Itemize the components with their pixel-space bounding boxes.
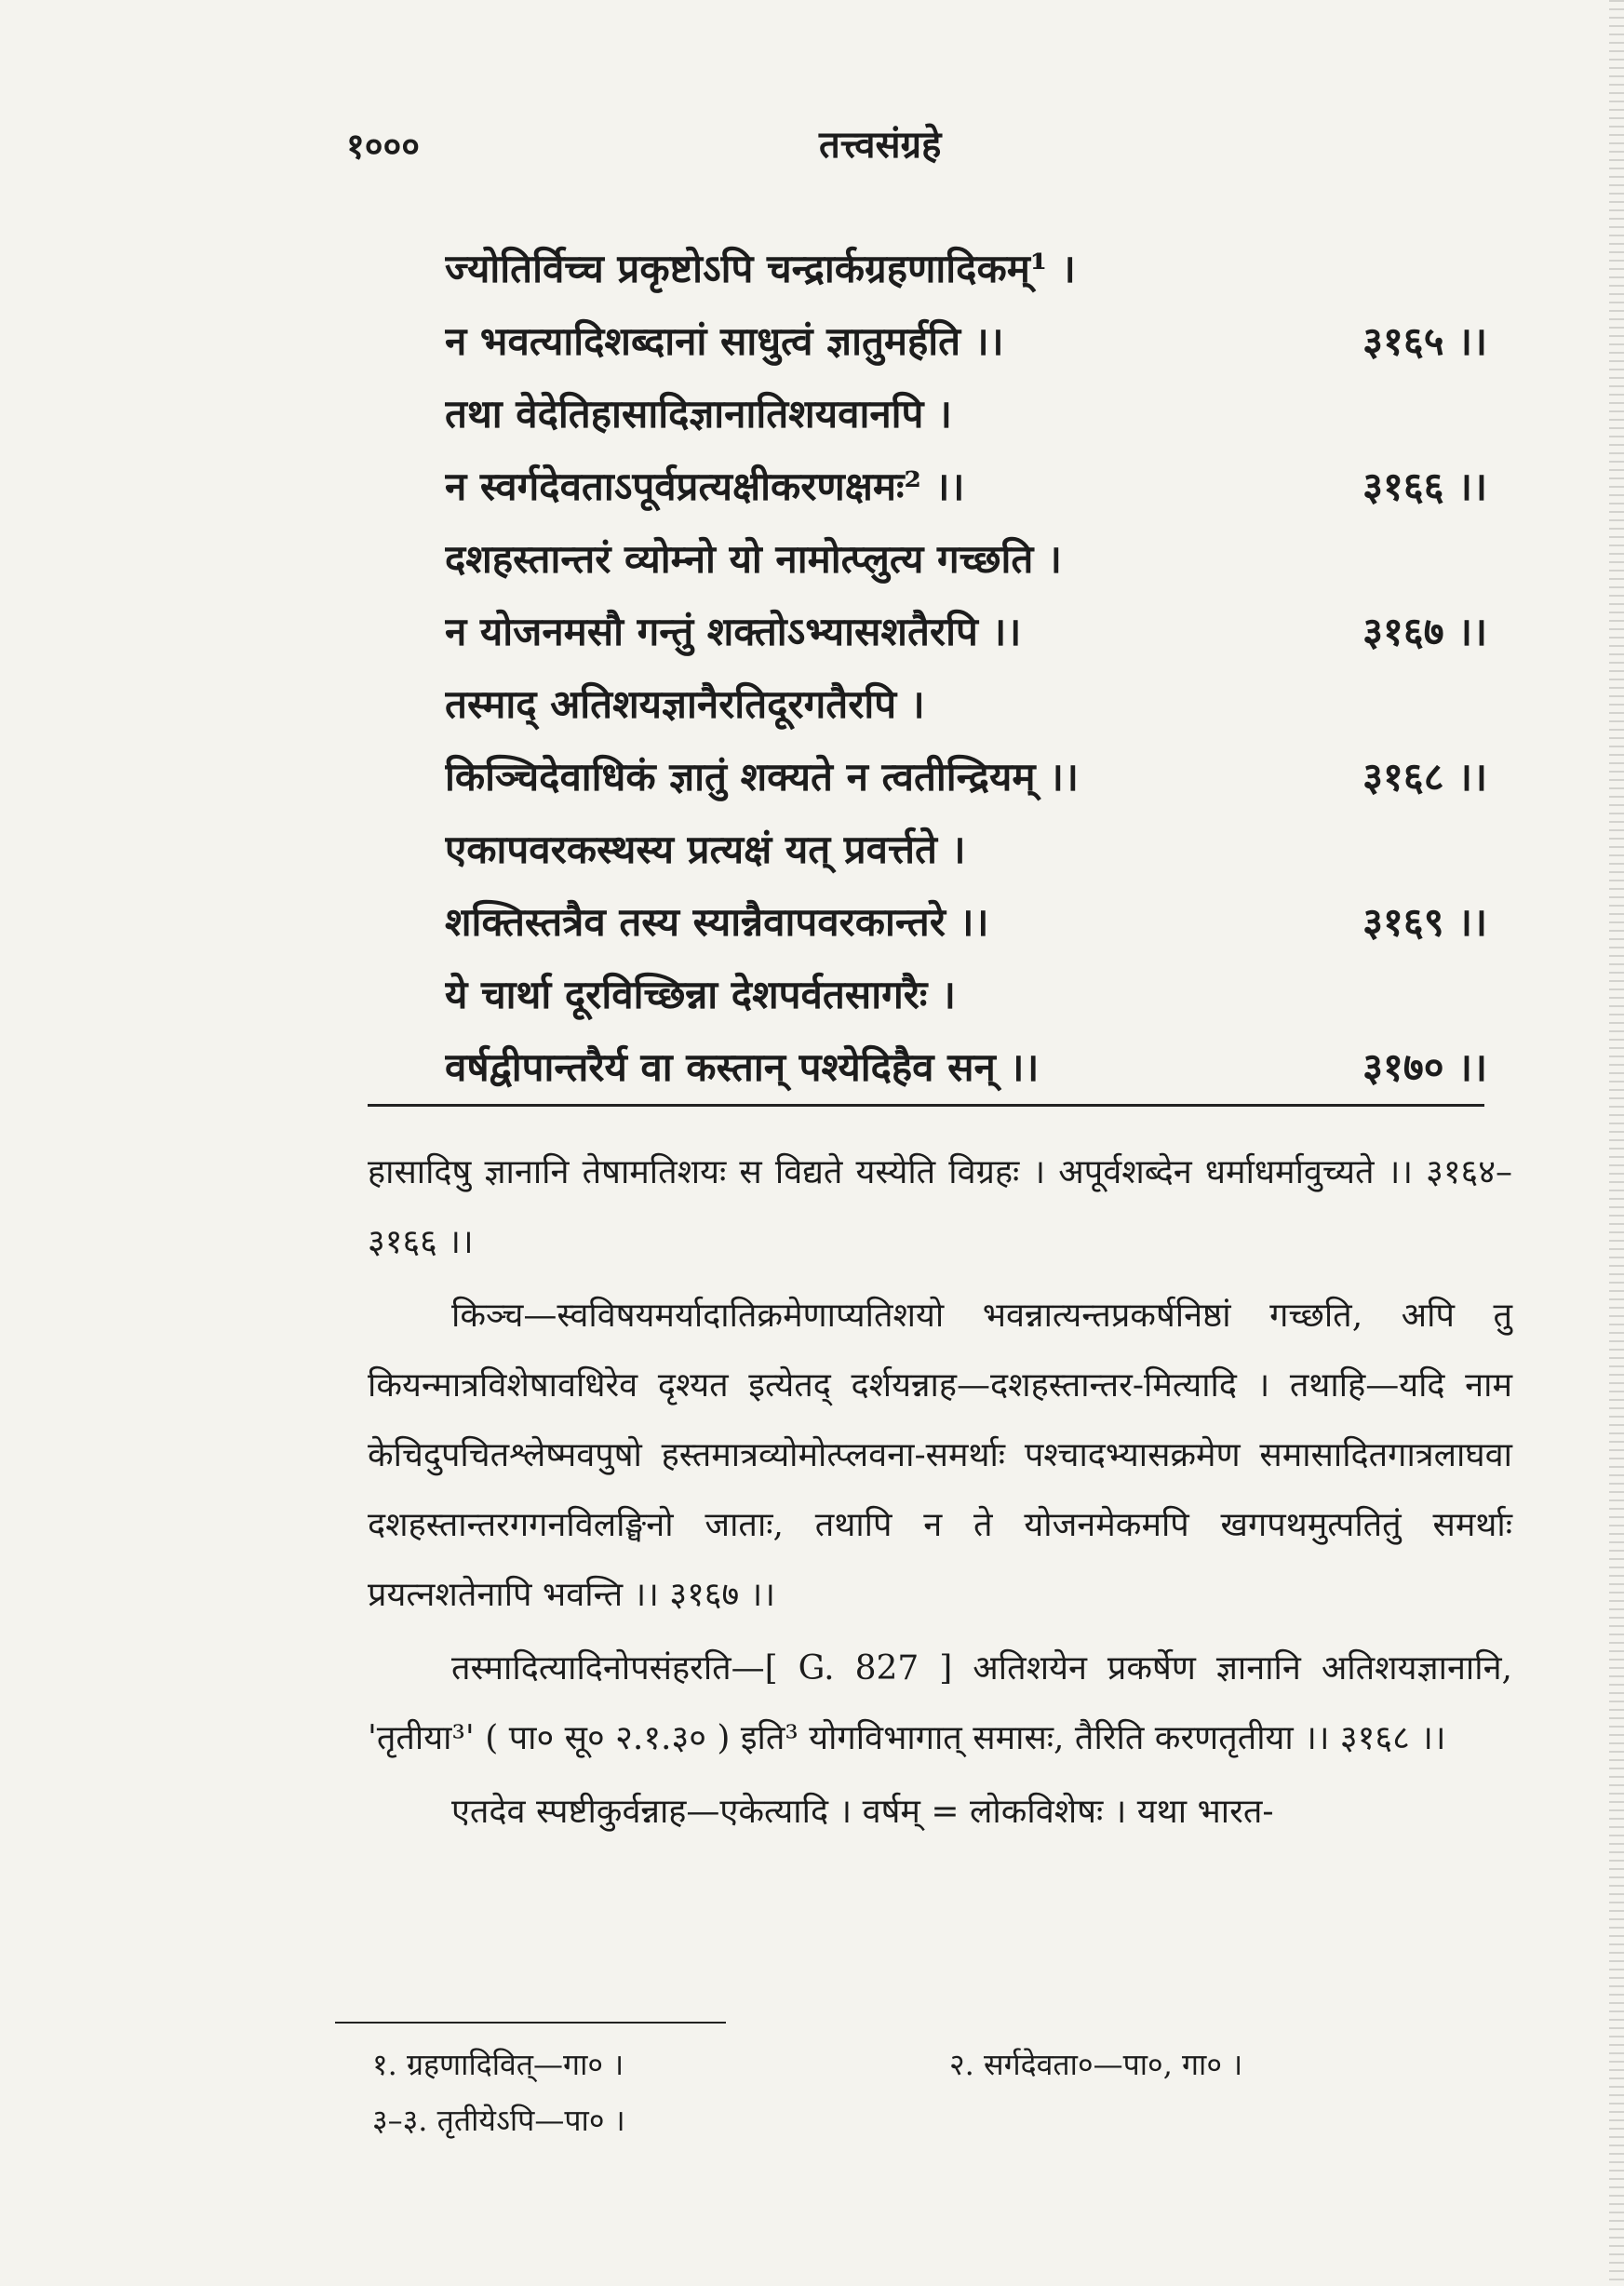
section-divider bbox=[368, 1104, 1484, 1107]
verse-text: न भवत्यादिशब्दानां साधुत्वं ज्ञातुमर्हति ।। bbox=[445, 318, 1004, 364]
page-header bbox=[0, 112, 1624, 177]
footnote: २. सर्गदेवता०—पा०, गा० । bbox=[949, 2047, 1243, 2082]
verse-number: ३१६९ ।। bbox=[1362, 899, 1487, 945]
verse-line bbox=[445, 959, 1487, 1031]
footnote: १. ग्रहणादिवित्—गा० । bbox=[372, 2047, 624, 2082]
verse-text: एकापवरकस्थस्य प्रत्यक्षं यत् प्रवर्त्तते । bbox=[445, 827, 966, 872]
running-title: तत्त्वसंग्रहे bbox=[819, 123, 942, 167]
verse-line bbox=[445, 378, 1487, 450]
verse-line bbox=[445, 814, 1487, 886]
verse-line bbox=[445, 596, 1487, 668]
commentary-paragraph: एतदेव स्पष्टीकुर्वन्नाह—एकेत्यादि । वर्षम् = लोकविशेषः । यथा भारत- bbox=[451, 1793, 1274, 1831]
verse-text: वर्षद्वीपान्तरैर्य वा कस्तान् पश्येदिहैव सन् ।। bbox=[445, 1044, 1040, 1090]
verse-block bbox=[445, 233, 1487, 1104]
verse-number: ३१६७ ।। bbox=[1362, 609, 1487, 654]
verse-line bbox=[445, 886, 1487, 959]
footnote-divider bbox=[335, 2022, 726, 2024]
verse-number: ३१६६ ।। bbox=[1362, 464, 1487, 509]
verse-line bbox=[445, 741, 1487, 814]
verse-number: ३१७० ।। bbox=[1362, 1044, 1487, 1090]
verse-number: ३१६५ ।। bbox=[1362, 318, 1487, 364]
verse-number: ३१६८ ।। bbox=[1362, 754, 1487, 800]
verse-text: तस्माद् अतिशयज्ञानैरतिदूरगतैरपि । bbox=[445, 681, 925, 727]
verse-text: न स्वर्गदेवताऽपूर्वप्रत्यक्षीकरणक्षमः² ।। bbox=[445, 464, 965, 509]
verse-line bbox=[445, 1031, 1487, 1104]
verse-line bbox=[445, 668, 1487, 741]
verse-line bbox=[445, 233, 1487, 305]
verse-text: न योजनमसौ गन्तुं शक्तोऽभ्यासशतैरपि ।। bbox=[445, 609, 1022, 654]
verse-text: तथा वेदेतिहासादिज्ञानातिशयवानपि । bbox=[445, 391, 952, 437]
verse-text: ज्योतिर्विच्च प्रकृष्टोऽपि चन्द्रार्कग्रहणादिकम्¹ । bbox=[445, 246, 1076, 291]
verse-text: ये चार्था दूरविच्छिन्ना देशपर्वतसागरैः । bbox=[445, 972, 956, 1017]
commentary-paragraph: किञ्च—स्वविषयमर्यादातिक्रमेणाप्यतिशयो भवन्नात्यन्तप्रकर्षनिष्ठां गच्छति, अपि तु कियन्मात्रविशेषावधिरेव दृश्यत इत्येतद् दर्शयन्नाह—दशहस्तान्तर-मित्यादि । तथाहि—यदि नाम केचिदुपचितश्लेष्मवपुषो हस्तमात्रव्योमोत्प्लवना-समर्थाः पश्चादभ्यासक्रमेण समासादितगात्रलाघवा दशहस्तान्तरगगनविलङ्घिनो जाताः, तथापि न ते योजनमेकमपि खगपथमुत्पतितुं समर्थाः प्रयत्नशतेनापि भवन्ति ।। ३१६७ ।। bbox=[368, 1297, 1512, 1614]
footnote-row bbox=[372, 2037, 1489, 2092]
page-number: १००० bbox=[346, 125, 421, 167]
footnotes bbox=[372, 2037, 1489, 2148]
verse-line bbox=[445, 305, 1487, 378]
verse-text: शक्तिस्तत्रैव तस्य स्यान्नैवापवरकान्तरे ।। bbox=[445, 899, 989, 945]
verse-line bbox=[445, 450, 1487, 523]
verse-text: दशहस्तान्तरं व्योम्नो यो नामोत्प्लुत्य गच्छति । bbox=[445, 536, 1062, 582]
scan-edge bbox=[1609, 0, 1624, 2286]
footnote-row bbox=[372, 2092, 1489, 2148]
commentary-paragraph: तस्मादित्यादिनोपसंहरति—[ G. 827 ] अतिशयेन प्रकर्षेण ज्ञानानि अतिशयज्ञानानि, 'तृतीया³' ( पा० सू० २.१.३० ) इति³ योगविभागात् समासः, तैरिति करणतृतीया ।। ३१६८ ।। bbox=[368, 1649, 1512, 1757]
verse-line bbox=[445, 523, 1487, 596]
verse-text: किञ्चिदेवाधिकं ज्ञातुं शक्यते न त्वतीन्द्रियम् ।। bbox=[445, 754, 1079, 800]
commentary-paragraph: हासादिषु ज्ञानानि तेषामतिशयः स विद्यते यस्येति विग्रहः । अपूर्वशब्देन धर्माधर्मावुच्यते ।। ३१६४–३१६६ ।। bbox=[368, 1153, 1512, 1261]
footnote: ३–३. तृतीयेऽपि—पा० । bbox=[372, 2103, 625, 2138]
commentary-block bbox=[368, 1137, 1512, 1847]
